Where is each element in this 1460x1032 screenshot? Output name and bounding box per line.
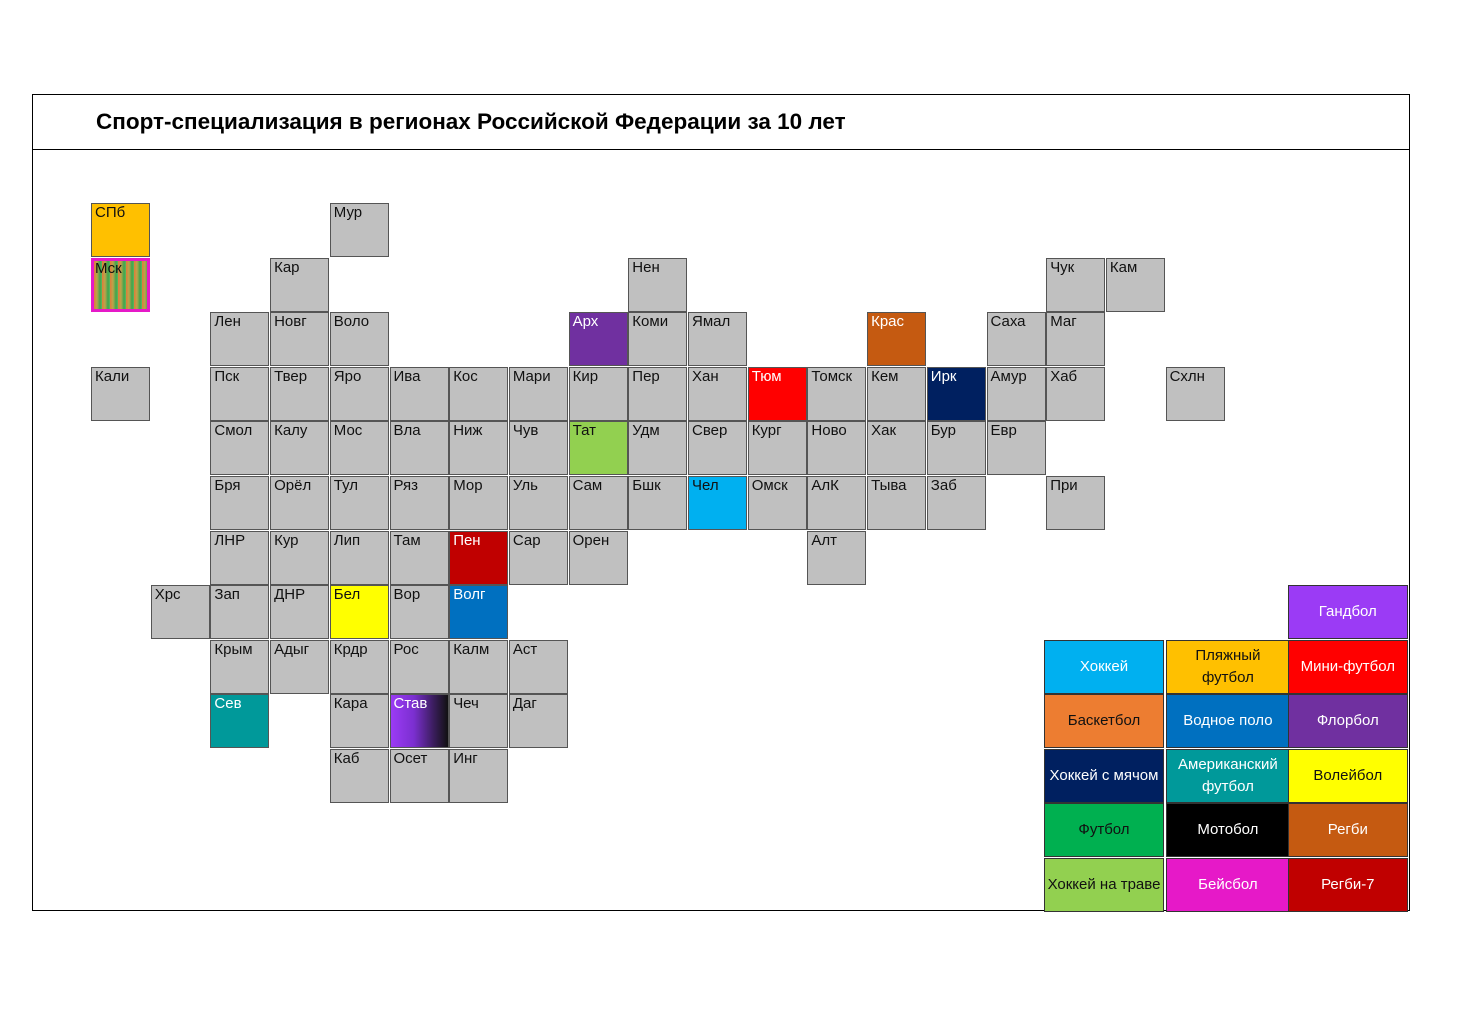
region-label: Ямал [692,313,731,331]
region-tile-45[interactable] [927,421,986,475]
region-tile-88[interactable] [449,749,508,803]
region-tile-35[interactable] [330,421,389,475]
region-tile-41[interactable] [688,421,747,475]
region-label: Крым [214,640,253,658]
legend-item-мотобол [1166,803,1290,857]
region-label: Алт [811,531,838,549]
legend-label: Гандбол [1318,603,1377,620]
region-label: Зап [214,586,240,604]
title-bar [33,95,1409,150]
region-label: Мур [333,204,363,221]
region-label: Воло [333,313,370,331]
region-label: ЛНР [214,531,246,549]
legend-label: Мини-футбол [1300,657,1396,675]
region-label: Мос [333,422,363,440]
region-label: Сар [512,531,541,549]
legend-label: Футбол [1078,821,1130,839]
region-tile-85[interactable] [509,694,568,748]
region-tile-56[interactable] [748,476,807,530]
region-label: Крдр [333,640,368,658]
region-tile-50[interactable] [390,476,449,530]
region-tile-86[interactable] [330,749,389,803]
region-tile-9[interactable] [330,312,389,366]
region-tile-0[interactable] [91,203,150,257]
region-tile-33[interactable] [210,421,269,475]
region-label: Уль [512,477,538,494]
region-tile-6[interactable] [1106,258,1165,312]
region-tile-77[interactable] [330,640,389,694]
region-label: ДНР [274,586,306,604]
region-tile-21[interactable] [449,367,508,421]
region-label: Кос [453,367,478,385]
region-label: Свер [692,422,728,440]
region-tile-12[interactable] [688,312,747,366]
region-tile-27[interactable] [807,367,866,421]
region-label: Ива [393,367,421,385]
region-label: Арх [572,313,599,331]
region-label: СПб [95,204,126,221]
legend-label: Флорбол [1316,712,1379,730]
region-label: Ново [811,422,847,440]
legend-item-футбол [1044,803,1164,857]
region-tile-20[interactable] [390,367,449,421]
legend-item-бейсбол [1166,858,1290,912]
region-label: Ряз [393,477,419,494]
region-tile-74[interactable] [449,585,508,639]
region-tile-23[interactable] [569,367,628,421]
legend-item-хоккей-с-мячом [1044,749,1164,803]
region-tile-17[interactable] [210,367,269,421]
region-label: Аст [512,640,538,658]
region-tile-51[interactable] [449,476,508,530]
region-tile-63[interactable] [330,531,389,585]
region-label: Амур [990,367,1027,385]
region-tile-79[interactable] [449,640,508,694]
region-label: Кара [333,695,368,713]
region-tile-52[interactable] [509,476,568,530]
region-tile-43[interactable] [807,421,866,475]
legend-label: Волейбол [1313,766,1383,784]
legend-label: Водное поло [1183,712,1273,730]
region-label: Чел [692,477,719,494]
region-label: Инг [453,750,478,767]
region-label: Хак [871,422,897,440]
legend-label: Регби-7 [1321,876,1375,893]
legend-item-гандбол [1288,585,1408,639]
region-label: Кар [274,258,300,276]
region-label: Лен [214,313,241,331]
region-tile-67[interactable] [569,531,628,585]
region-tile-31[interactable] [1046,367,1105,421]
region-tile-60[interactable] [1046,476,1105,530]
region-tile-69[interactable] [151,585,210,639]
region-tile-62[interactable] [270,531,329,585]
legend-label: Баскетбол [1067,712,1141,730]
region-tile-25[interactable] [688,367,747,421]
region-label: Ирк [930,367,957,385]
legend-item-хоккей [1044,640,1164,694]
region-label: Пер [632,367,660,385]
region-label: Чув [512,422,539,440]
region-tile-2[interactable] [91,258,150,312]
region-tile-40[interactable] [628,421,687,475]
region-label: Адыг [274,640,310,658]
legend-item-волейбол [1288,749,1408,803]
region-label: Кали [95,367,130,385]
region-tile-44[interactable] [867,421,926,475]
region-tile-15[interactable] [1046,312,1105,366]
region-label: Заб [930,477,957,494]
region-tile-22[interactable] [509,367,568,421]
region-tile-49[interactable] [330,476,389,530]
region-tile-29[interactable] [927,367,986,421]
region-tile-14[interactable] [987,312,1046,366]
region-tile-42[interactable] [748,421,807,475]
region-label: Бшк [632,477,661,494]
region-tile-39[interactable] [569,421,628,475]
region-label: Ниж [453,422,483,440]
region-label: Новг [274,313,307,331]
legend-item-хоккей-на-траве [1044,858,1164,912]
region-label: Даг [512,695,537,713]
region-tile-10[interactable] [569,312,628,366]
region-tile-66[interactable] [509,531,568,585]
region-tile-73[interactable] [390,585,449,639]
region-label: Саха [990,313,1026,331]
region-tile-65[interactable] [449,531,508,585]
legend-item-водное-поло [1166,694,1290,748]
region-label: Вла [393,422,421,440]
region-tile-68[interactable] [807,531,866,585]
legend-label: Пляжный футбол [1195,646,1261,686]
region-label: Хрс [154,586,181,604]
region-label: Чук [1050,258,1075,276]
region-tile-72[interactable] [330,585,389,639]
region-tile-61[interactable] [210,531,269,585]
region-tile-48[interactable] [270,476,329,530]
region-tile-19[interactable] [330,367,389,421]
region-tile-37[interactable] [449,421,508,475]
region-tile-11[interactable] [628,312,687,366]
region-tile-32[interactable] [1166,367,1225,421]
legend-label: Хоккей с мячом [1049,766,1159,784]
region-tile-57[interactable] [807,476,866,530]
region-tile-8[interactable] [270,312,329,366]
region-label: Вор [393,586,421,604]
region-label: Мск [95,259,122,277]
region-tile-78[interactable] [390,640,449,694]
region-label: Маг [1050,313,1077,331]
legend-item-мини-футбол [1288,640,1408,694]
region-label: Рос [393,640,419,658]
region-label: Бел [333,586,361,604]
region-tile-59[interactable] [927,476,986,530]
region-label: Схлн [1169,367,1205,385]
region-tile-55[interactable] [688,476,747,530]
region-tile-58[interactable] [867,476,926,530]
legend-label: Хоккей на траве [1047,876,1161,893]
region-tile-38[interactable] [509,421,568,475]
region-label: Бря [214,477,241,494]
region-label: Тул [333,477,359,494]
region-tile-13[interactable] [867,312,926,366]
region-label: Тюм [751,367,782,385]
region-tile-82[interactable] [330,694,389,748]
region-tile-70[interactable] [210,585,269,639]
region-tile-46[interactable] [987,421,1046,475]
region-tile-36[interactable] [390,421,449,475]
region-tile-30[interactable] [987,367,1046,421]
region-label: Евр [990,422,1017,440]
region-tile-54[interactable] [628,476,687,530]
region-label: Удм [632,422,660,440]
region-tile-34[interactable] [270,421,329,475]
region-label: Калу [274,422,308,440]
region-label: Коми [632,313,669,331]
region-label: Смол [214,422,253,440]
region-label: Крас [871,313,905,331]
region-tile-81[interactable] [210,694,269,748]
region-tile-64[interactable] [390,531,449,585]
region-label: Волг [453,586,486,604]
region-label: Пск [214,367,240,385]
legend-item-американский-футбол [1166,749,1290,803]
region-label: Твер [274,367,308,385]
region-tile-84[interactable] [449,694,508,748]
region-label: Сев [214,695,242,713]
region-tile-76[interactable] [270,640,329,694]
page-title: Спорт-специализация в регионах Российской Федерации за 10 лет [96,109,846,134]
region-label: Нен [632,258,660,276]
region-tile-24[interactable] [628,367,687,421]
region-tile-28[interactable] [867,367,926,421]
region-label: Кург [751,422,782,440]
region-label: АлК [811,477,839,494]
region-tile-4[interactable] [628,258,687,312]
region-tile-75[interactable] [210,640,269,694]
region-tile-83[interactable] [390,694,449,748]
region-tile-1[interactable] [330,203,389,257]
region-label: Хаб [1050,367,1078,385]
legend-item-регби-7 [1288,858,1408,912]
region-label: Став [393,695,428,713]
region-label: Каб [333,750,360,767]
region-label: Кур [274,531,299,549]
region-tile-53[interactable] [569,476,628,530]
region-label: Кам [1109,258,1138,276]
region-label: Хан [692,367,719,385]
region-label: Осет [393,750,428,767]
region-label: Томск [811,367,853,385]
region-label: Мари [512,367,551,385]
region-tile-7[interactable] [210,312,269,366]
legend-label: Хоккей [1079,657,1129,675]
region-tile-3[interactable] [270,258,329,312]
region-tile-80[interactable] [509,640,568,694]
region-label: Сам [572,477,603,494]
region-label: Там [393,531,421,549]
legend-item-пляжный-футбол [1166,640,1290,694]
region-label: Орен [572,531,610,549]
region-label: При [1050,477,1078,494]
legend-item-флорбол [1288,694,1408,748]
region-tile-5[interactable] [1046,258,1105,312]
region-tile-87[interactable] [390,749,449,803]
legend-item-регби [1288,803,1408,857]
region-label: Кир [572,367,599,385]
legend-item-баскетбол [1044,694,1164,748]
region-label: Омск [751,477,788,494]
legend-label: Бейсбол [1198,876,1258,893]
region-label: Пен [453,531,481,549]
region-label: Яро [333,367,362,385]
region-label: Тат [572,422,596,440]
region-label: Чеч [453,695,479,713]
region-tile-71[interactable] [270,585,329,639]
legend-label: Американский футбол [1178,755,1278,795]
region-label: Лип [333,531,361,549]
region-label: Тыва [871,477,907,494]
region-label: Орёл [274,477,312,494]
region-label: Бур [930,422,956,440]
region-label: Калм [453,640,490,658]
region-tile-47[interactable] [210,476,269,530]
region-tile-16[interactable] [91,367,150,421]
region-label: Кем [871,367,899,385]
legend-label: Регби [1327,821,1368,839]
region-label: Мор [453,477,483,494]
region-tile-18[interactable] [270,367,329,421]
legend-label: Мотобол [1197,821,1259,839]
region-tile-26[interactable] [748,367,807,421]
